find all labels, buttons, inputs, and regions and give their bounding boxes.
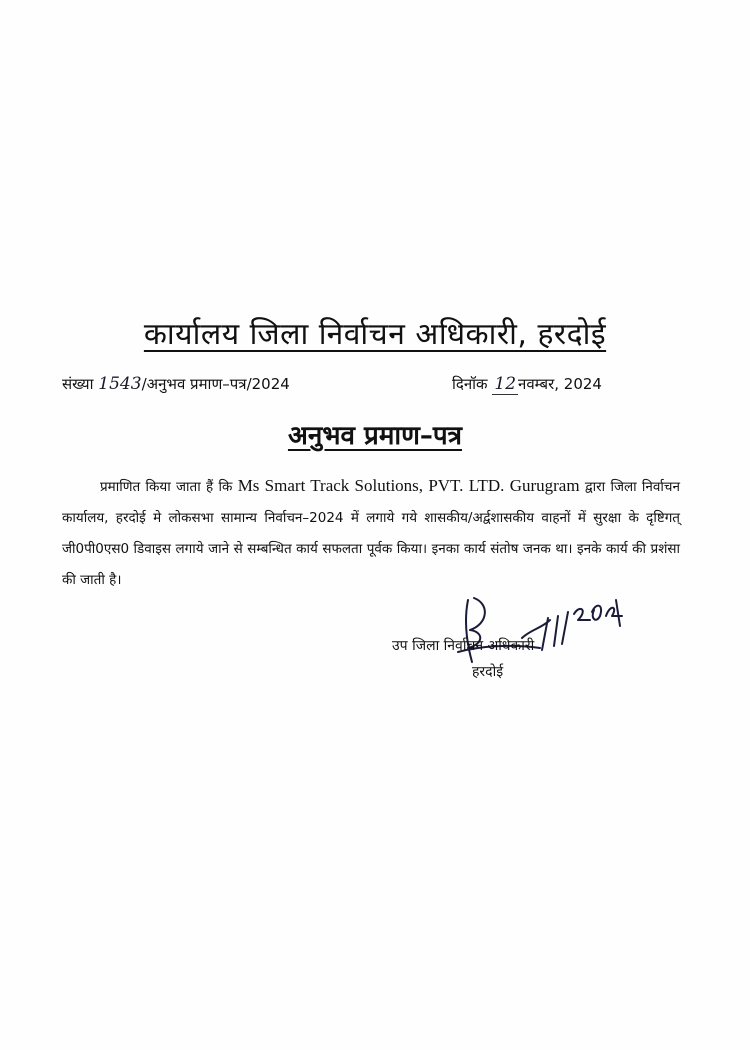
reference-suffix: /अनुभव प्रमाण–पत्र/2024: [141, 375, 290, 393]
signatory-title: उप जिला निर्वाचन अधिकारी: [392, 638, 535, 654]
office-title: कार्यालय जिला निर्वाचन अधिकारी, हरदोई: [143, 317, 607, 352]
signatory-place: हरदोई: [472, 664, 504, 680]
certificate-body: [62, 470, 680, 596]
company-name: Ms Smart Track Solutions, PVT. LTD. Gurugram: [237, 476, 580, 495]
date-handwritten-day: 12: [494, 374, 517, 394]
certificate-heading: अनुभव प्रमाण–पत्र: [287, 421, 463, 451]
body-part-2: द्वारा जिला निर्वाचन कार्यालय, हरदोई मे लोकसभा सामान्य निर्वाचन–2024 में लगाये गये शासकीय/अर्द्वशासकीय वाहनों में सुरक्षा के दृष्टिगत् जी0पी0एस0 डिवाइस लगाये जाने से सम्बन्धित कार्य सफलता पूर्वक किया। इनका कार्य संतोष जनक था। इनके कार्य की प्रशंसा की जाती है।: [62, 479, 680, 588]
date-suffix: नवम्बर, 2024: [518, 375, 602, 393]
reference-handwritten-number: 1543: [98, 374, 142, 394]
date-prefix: दिनॉक: [452, 375, 488, 393]
reference-prefix: संख्या: [62, 375, 94, 393]
issue-date: [452, 374, 602, 395]
reference-number: [62, 374, 290, 394]
body-part-1: प्रमाणित किया जाता हैं कि: [100, 479, 238, 495]
